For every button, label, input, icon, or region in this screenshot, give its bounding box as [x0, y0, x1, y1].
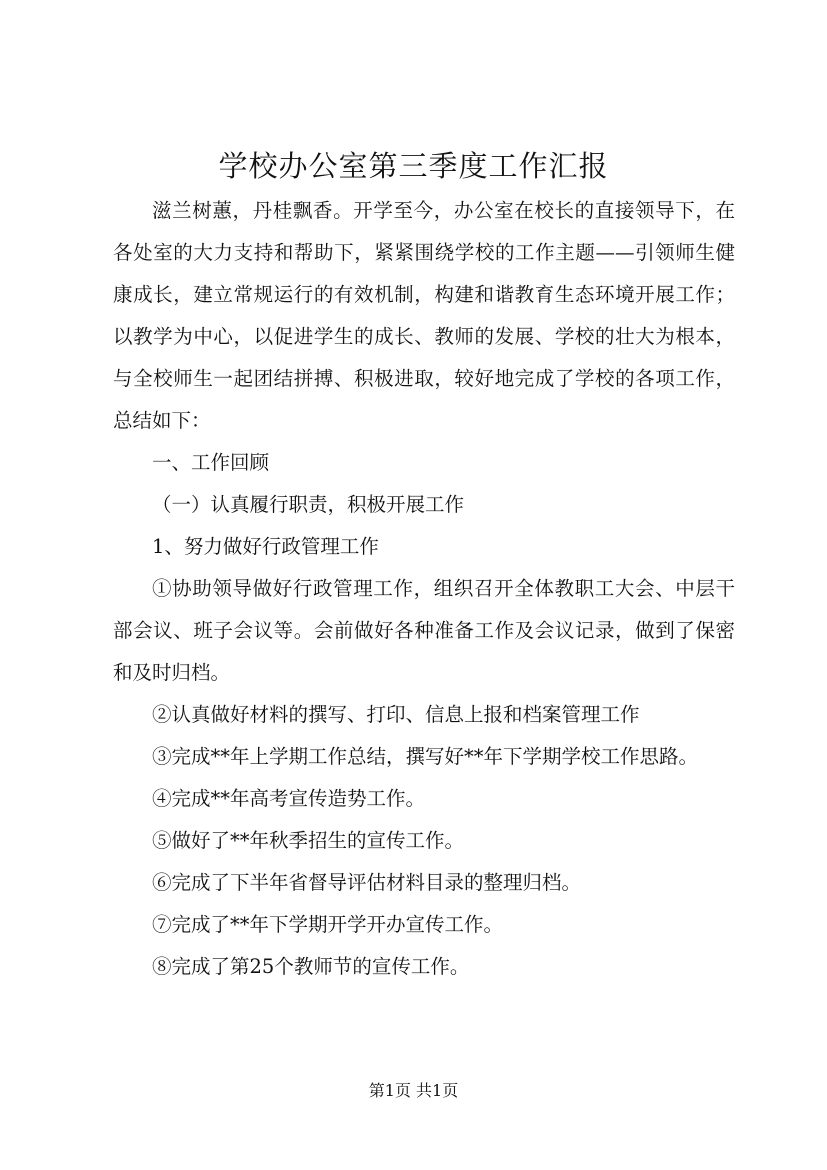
page-footer: 第1页 共1页 [368, 1081, 459, 1100]
item-heading: 1、努力做好行政管理工作 [152, 535, 379, 558]
list-item: ⑧完成了第25个教师节的宣传工作。 [152, 955, 470, 978]
document-title: 学校办公室第三季度工作汇报 [218, 149, 609, 183]
list-item: ④完成**年高考宣传造势工作。 [152, 787, 426, 810]
subsection-heading: （一）认真履行职责，积极开展工作 [152, 493, 465, 516]
list-item: ③完成**年上学期工作总结，撰写好**年下学期学校工作思路。 [152, 745, 699, 768]
list-item: ⑤做好了**年秋季招生的宣传工作。 [152, 829, 465, 852]
list-item: ⑥完成了下半年省督导评估材料目录的整理归档。 [152, 871, 582, 894]
list-item: ⑦完成了**年下学期开学开办宣传工作。 [152, 913, 504, 936]
list-item: ②认真做好材料的撰写、打印、信息上报和档案管理工作 [152, 703, 640, 726]
list-item: ①协助领导做好行政管理工作，组织召开全体教职工大会、中层干部会议、班子会议等。会前做好各种准备工作及会议记录，做到了保密和及时归档。 [113, 577, 735, 684]
intro-paragraph: 滋兰树蕙，丹桂飘香。开学至今，办公室在校长的直接领导下，在各处室的大力支持和帮助下，紧紧围绕学校的工作主题——引领师生健康成长，建立常规运行的有效机制，构建和谐教育生态环境开展工作；以教学为中心，以促进学生的成长、教师的发展、学校的壮大为根本，与全校师生一起团结拼搏、积极进取，较好地完成了学校的各项工作，总结如下： [113, 199, 735, 432]
document-body [113, 190, 735, 988]
section-heading: 一、工作回顾 [152, 451, 270, 474]
